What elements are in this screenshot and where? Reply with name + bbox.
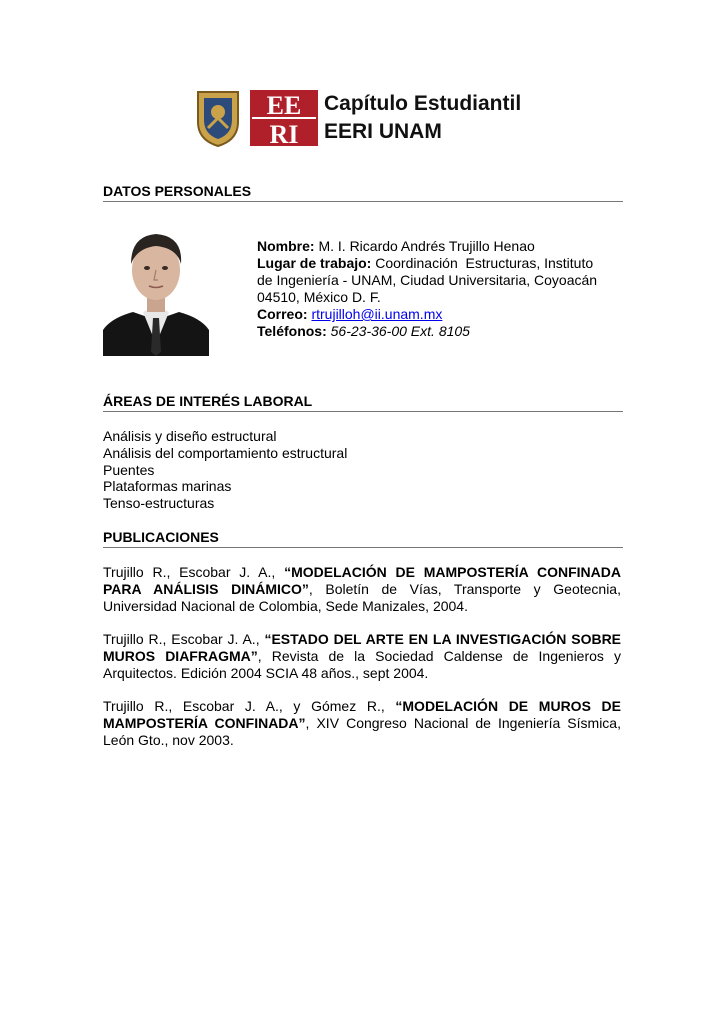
list-item: Plataformas marinas [103, 478, 232, 495]
unam-seal-icon [194, 88, 242, 148]
eeri-logo-icon [250, 90, 318, 146]
profile-photo [103, 222, 209, 356]
list-item: Puentes [103, 461, 155, 478]
work-line-3: 04510, México D. F. [257, 289, 381, 305]
publication-title: “MODELACIÓN DE MUROS DE MAMPOSTERÍA CONFINADA” [103, 698, 621, 731]
publication-item [103, 564, 621, 615]
email-label: Correo: [257, 306, 308, 322]
logo-letters-top: EE [266, 91, 302, 120]
publication-authors: Trujillo R., Escobar J. A., [103, 631, 260, 647]
publication-authors: Trujillo R., Escobar J. A., y Gómez R., [103, 698, 385, 714]
work-line-2: de Ingeniería - UNAM, Ciudad Universitaria, Coyoacán [257, 272, 598, 288]
publication-title: “MODELACIÓN DE MAMPOSTERÍA CONFINADA PARA ANÁLISIS DINÁMICO” [103, 564, 621, 597]
publication-details: , Revista de la Sociedad Caldense de Ingenieros y Arquitectos. Edición 2004 SCIA 48 años., sept 2004. [103, 648, 622, 681]
areas-list [103, 428, 503, 512]
personal-info [257, 238, 627, 340]
email-row [257, 306, 627, 323]
list-item: Análisis y diseño estructural [103, 428, 277, 444]
page-header [190, 84, 540, 154]
section-title-areas: ÁREAS DE INTERÉS LABORAL [103, 393, 623, 412]
work-row [257, 255, 627, 272]
work-line-1: Coordinación Estructuras, Instituto [375, 255, 594, 271]
header-title: Capítulo Estudiantil [324, 92, 522, 115]
email-link[interactable]: rtrujilloh@ii.unam.mx [311, 306, 443, 322]
list-item: Análisis del comportamiento estructural [103, 444, 348, 461]
phone-number: 56-23-36-00 Ext. 8105 [330, 323, 470, 339]
section-title-publications: PUBLICACIONES [103, 529, 623, 548]
name-label: Nombre: [257, 238, 315, 254]
section-title-personal: DATOS PERSONALES [103, 183, 623, 202]
person-name: M. I. Ricardo Andrés Trujillo Henao [318, 238, 535, 254]
phone-row [257, 323, 627, 340]
work-label: Lugar de trabajo: [257, 255, 372, 271]
list-item: Tenso-estructuras [103, 495, 215, 512]
publication-authors: Trujillo R., Escobar J. A., [103, 564, 276, 580]
header-subtitle: EERI UNAM [324, 120, 442, 143]
publication-title: “ESTADO DEL ARTE EN LA INVESTIGACIÓN SOBRE MUROS DIAFRAGMA” [103, 631, 622, 664]
phone-label: Teléfonos: [257, 323, 327, 339]
publication-details: , Boletín de Vías, Transporte y Geotecnia, Universidad Nacional de Colombia, Sede Manizales, 2004. [103, 581, 621, 614]
publication-item [103, 631, 621, 682]
publication-item [103, 698, 621, 749]
logo-letters-bottom: RI [269, 120, 299, 146]
publication-details: , XIV Congreso Nacional de Ingeniería Sísmica, León Gto., nov 2003. [103, 715, 621, 748]
name-row [257, 238, 627, 255]
